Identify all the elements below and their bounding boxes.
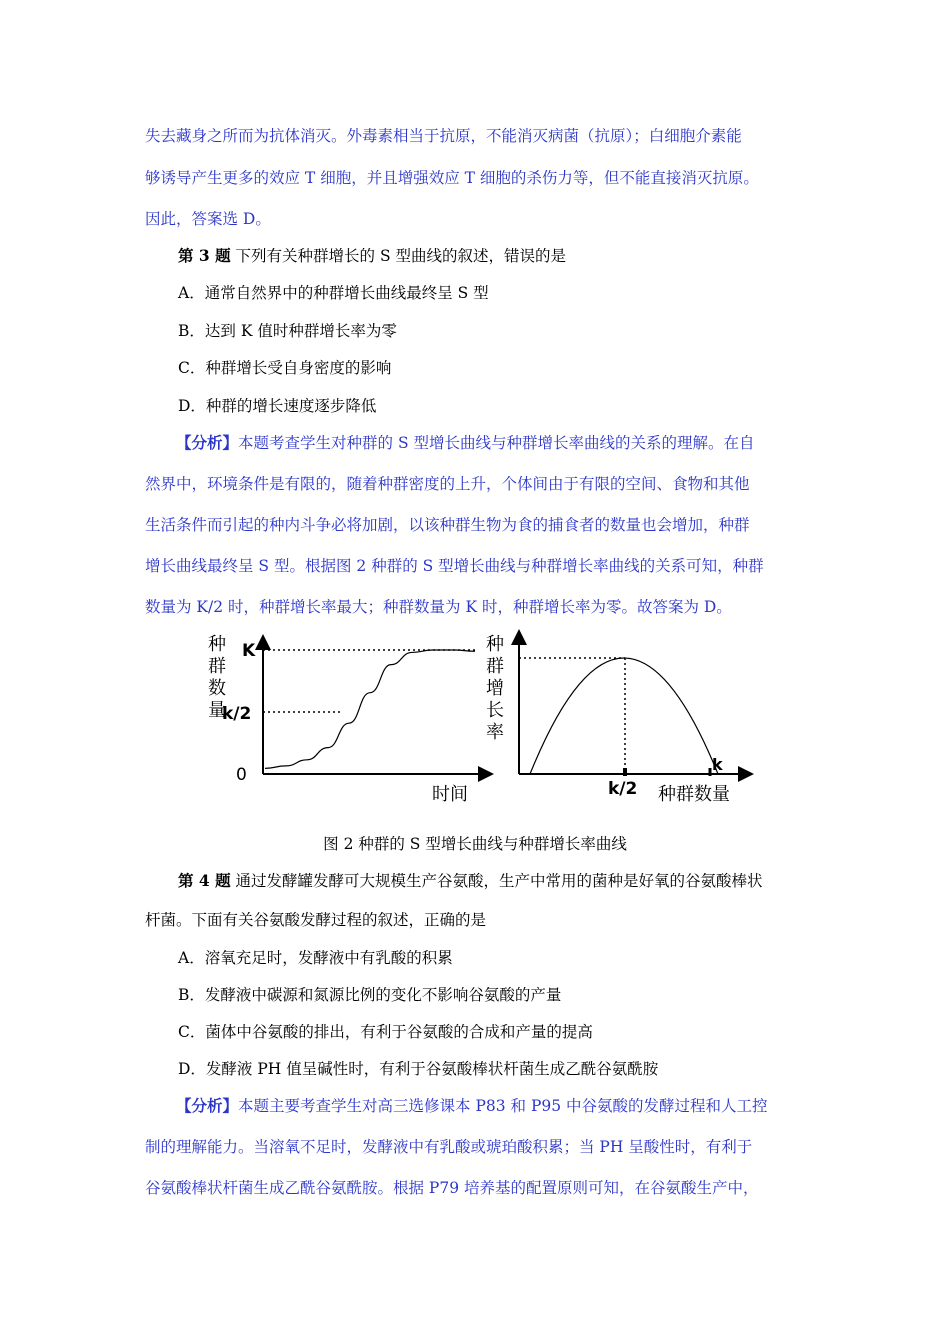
right-k-label: k: [712, 755, 723, 774]
left-ylabel-char: 数: [208, 678, 226, 699]
zero-tick-label: 0: [236, 765, 247, 785]
analysis-line: 增长曲线最终呈 S 型。根据图 2 种群的 S 型增长曲线与种群增长率曲线的关系可知，种群: [145, 557, 764, 575]
s-curve-chart: [208, 634, 490, 805]
analysis-tag: 【分析】: [176, 433, 239, 452]
k-tick-label: K: [242, 641, 256, 661]
right-xlabel: 种群数量: [658, 784, 730, 805]
question-4-text: 通过发酵罐发酵可大规模生产谷氨酸，生产中常用的菌种是好氧的谷氨酸棒状: [235, 872, 763, 890]
analysis-line: 因此，答案选 D。: [145, 210, 271, 228]
s-curve-line: [265, 650, 475, 768]
analysis-line: 谷氨酸棒状杆菌生成乙酰谷氨酰胺。根据 P79 培养基的配置原则可知，在谷氨酸生产中，: [145, 1179, 759, 1197]
question-3-option-d: D．种群的增长速度逐步降低: [178, 397, 377, 415]
analysis-line: 生活条件而引起的种内斗争必将加剧，以该种群生物为食的捕食者的数量也会增加，种群: [145, 516, 750, 534]
analysis-line: 本题考查学生对种群的 S 型增长曲线与种群增长率曲线的关系的理解。在自: [238, 434, 755, 452]
left-ylabel-char: 群: [208, 656, 226, 677]
left-xlabel: 时间: [432, 784, 468, 805]
question-4-label: 第 4 题: [178, 871, 231, 890]
question-3-label: 第 3 题: [178, 246, 231, 265]
question-4-text-line2: 杆菌。下面有关谷氨酸发酵过程的叙述，正确的是: [145, 911, 487, 929]
analysis-line: 本题主要考查学生对高三选修课本 P83 和 P95 中谷氨酸的发酵过程和人工控: [238, 1097, 768, 1115]
analysis-line: 失去藏身之所而为抗体消灭。外毒素相当于抗原，不能消灭病菌（抗原）；白细胞介素能: [145, 127, 742, 145]
question-3-analysis: [176, 432, 755, 454]
left-ylabel-char: 量: [208, 700, 226, 721]
question-4-option-a: A．溶氧充足时，发酵液中有乳酸的积累: [178, 949, 453, 967]
analysis-line: 够诱导产生更多的效应 T 细胞，并且增强效应 T 细胞的杀伤力等，但不能直接消灭抗原。: [145, 169, 759, 187]
question-3-text: 下列有关种群增长的 S 型曲线的叙述，错误的是: [235, 247, 566, 265]
k2-tick-label: k/2: [222, 704, 252, 724]
analysis-line: 数量为 K/2 时，种群增长率最大；种群数量为 K 时，种群增长率为零。故答案为 D。: [145, 598, 732, 616]
right-ylabel-char: 长: [486, 700, 504, 721]
growth-rate-curve-line: [530, 658, 718, 774]
population-growth-figure: [190, 628, 770, 808]
right-ylabel-char: 率: [486, 722, 504, 743]
right-k2-label: k/2: [608, 779, 638, 799]
question-3-option-b: B．达到 K 值时种群增长率为零: [178, 322, 397, 340]
question-3: [178, 245, 566, 267]
analysis-line: 然界中，环境条件是有限的，随着种群密度的上升，个体间由于有限的空间、食物和其他: [145, 475, 750, 493]
right-ylabel-char: 种: [486, 634, 504, 655]
growth-rate-chart: [486, 633, 750, 805]
question-4-option-b: B．发酵液中碳源和氮源比例的变化不影响谷氨酸的产量: [178, 986, 562, 1004]
question-4-analysis: [176, 1095, 768, 1117]
question-4-option-d: D．发酵液 PH 值呈碱性时，有利于谷氨酸棒状杆菌生成乙酰谷氨酰胺: [178, 1060, 659, 1078]
question-3-option-a: A．通常自然界中的种群增长曲线最终呈 S 型: [178, 284, 489, 302]
analysis-tag: 【分析】: [176, 1096, 239, 1115]
figure-caption: 图 2 种群的 S 型增长曲线与种群增长率曲线: [323, 835, 627, 853]
right-ylabel-char: 群: [486, 656, 504, 677]
right-ylabel-char: 增: [486, 678, 504, 699]
analysis-line: 制的理解能力。当溶氧不足时，发酵液中有乳酸或琥珀酸积累；当 PH 呈酸性时，有利于: [145, 1138, 753, 1156]
question-4: [178, 870, 763, 892]
question-3-option-c: C．种群增长受自身密度的影响: [178, 359, 392, 377]
question-4-option-c: C．菌体中谷氨酸的排出，有利于谷氨酸的合成和产量的提高: [178, 1023, 593, 1041]
left-ylabel-char: 种: [208, 634, 226, 655]
